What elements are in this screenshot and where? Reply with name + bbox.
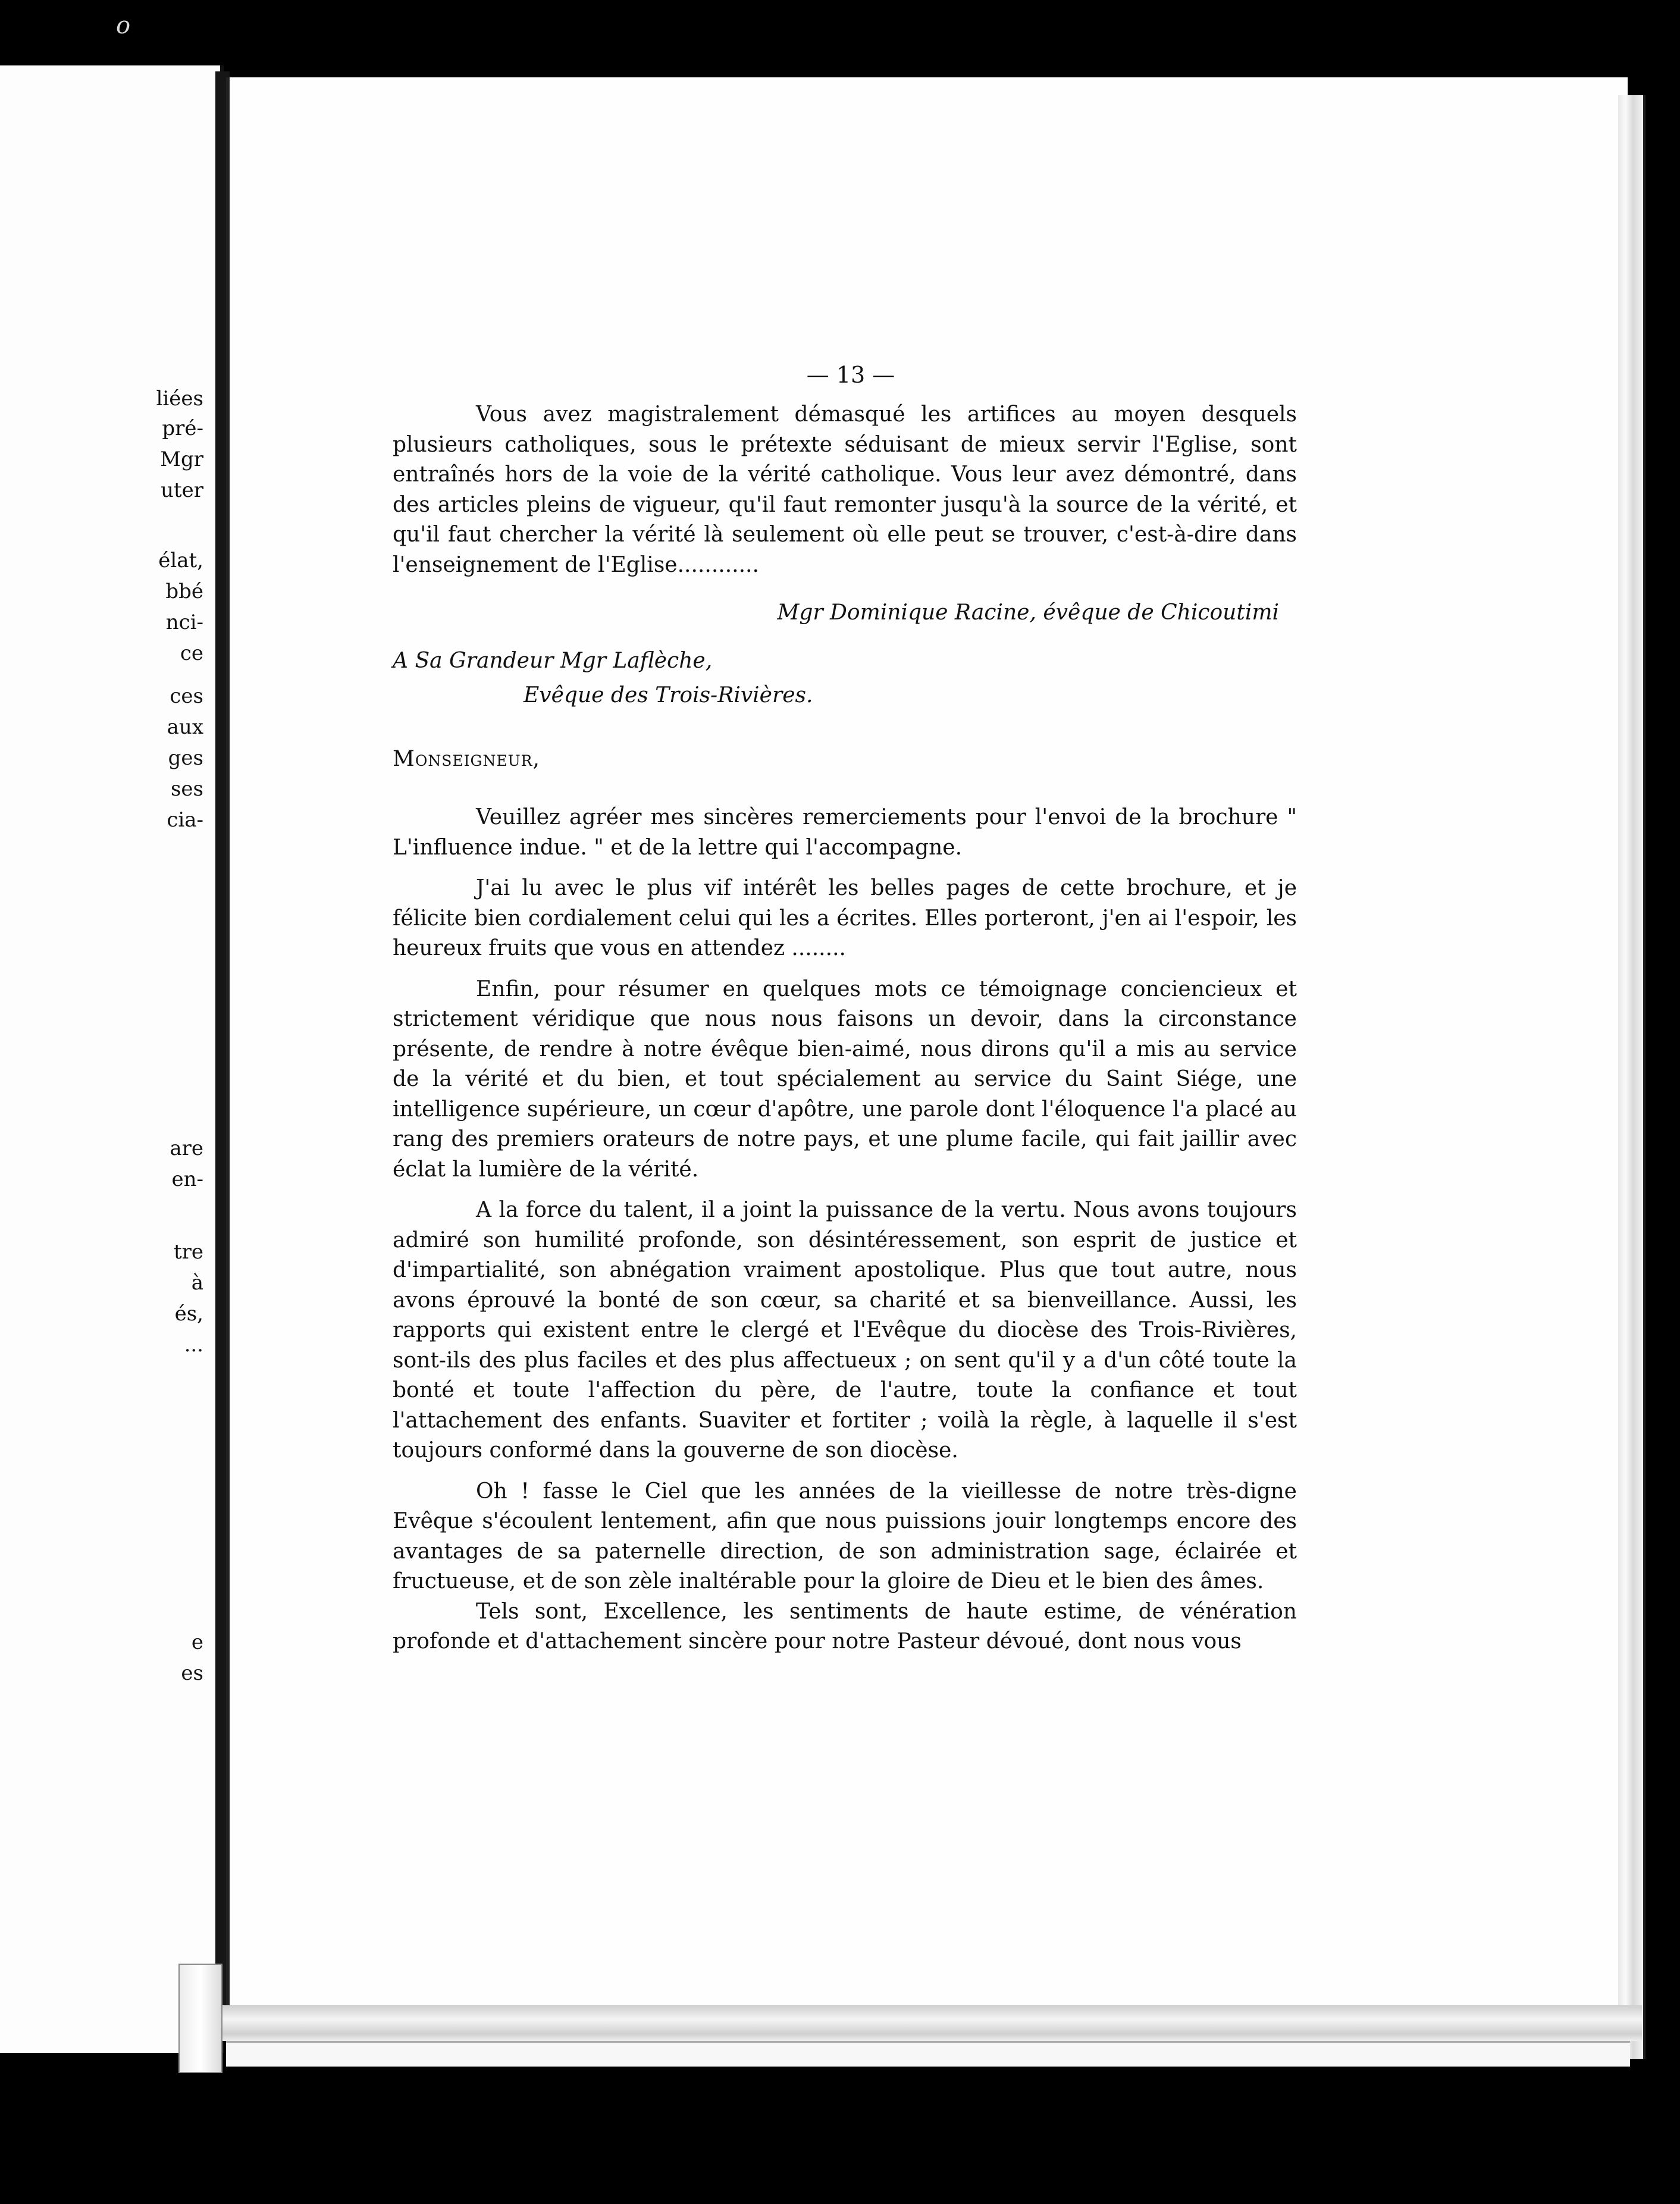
- corner-mark: o: [116, 12, 131, 39]
- letter-salutation: Monseigneur,: [393, 746, 540, 771]
- left-fragment: tre: [173, 1240, 203, 1264]
- left-fragment: es: [181, 1661, 203, 1685]
- page-clip: [178, 1964, 222, 2073]
- page-stack-edge-bottom: [214, 2005, 1642, 2041]
- left-fragment: ...: [184, 1333, 203, 1357]
- letter-address-line: Evêque des Trois-Rivières.: [524, 683, 813, 707]
- letter-address-line: A Sa Grandeur Mgr Laflèche,: [393, 648, 713, 673]
- left-fragment: ce: [180, 641, 203, 665]
- left-fragment: liées: [156, 387, 203, 411]
- left-fragment: és,: [174, 1302, 203, 1326]
- left-fragment: cia-: [167, 808, 203, 832]
- left-fragment: ces: [170, 684, 203, 708]
- left-fragment: pré-: [162, 417, 203, 440]
- paragraph: J'ai lu avec le plus vif intérêt les belles pages de cette brochure, et je félicite bien cordialement celui qui les a écrites. Elles porteront, j'en ai l'espoir, les heureux fruits que vous en attendez ........: [393, 876, 1297, 960]
- paragraph: Vous avez magistralement démasqué les artifices au moyen desquels plusieurs catholiques, sous le prétexte séduisant de mieux servir l'Eglise, sont entraînés hors de la voie de la vérité catholique. Vous leur avez démontré, dans des articles pleins de vigueur, qu'il faut remonter jusqu'à la source de la vérité, et qu'il faut chercher la vérité là seulement où elle peut se trouver, c'est-à-dire dans l'enseignement de l'Eglise............: [393, 402, 1297, 577]
- paragraph: Enfin, pour résumer en quelques mots ce témoignage conciencieux et strictement véridique que nous nous faisons un devoir, dans la circonstance présente, de rendre à notre évêque bien-aimé, nous dirons qu'il a mis au service de la vérité et du bien, et tout spécialement au service du Saint Siége, une intelligence supérieure, un cœur d'apôtre, une parole dont l'éloquence l'a placé au rang des premiers orateurs de notre pays, et une plume facile, qui fait jaillir avec éclat la lumière de la vérité.: [393, 976, 1297, 1182]
- letter-attribution: Mgr Dominique Racine, évêque de Chicoutimi: [777, 600, 1279, 625]
- left-fragment: nci-: [165, 611, 203, 634]
- left-fragment: uter: [161, 478, 203, 502]
- page-number: — 13 —: [806, 362, 895, 388]
- left-facing-page: [0, 65, 224, 2053]
- left-fragment: Mgr: [160, 447, 203, 471]
- paragraph: A la force du talent, il a joint la puissance de la vertu. Nous avons toujours admiré son humilité profonde, son désintéressement, son esprit de justice et d'impartialité, son abnégation vraiment apostolique. Plus que tout autre, nous avons éprouvé la bonté de son cœur, sa charité et sa bienveillance. Aussi, les rapports qui existent entre le clergé et l'Evêque du diocèse des Trois-Rivières, sont-ils des plus faciles et des plus affectueux ; on sent qu'il y a d'un côté toute la bonté et toute l'affection du père, de l'autre, toute la confiance et tout l'attachement des enfants. Suaviter et fortiter ; voilà la règle, à laquelle il s'est toujours conformé dans la gouverne de son diocèse.: [393, 1198, 1297, 1463]
- paragraph: Oh ! fasse le Ciel que les années de la vieillesse de notre très-digne Evêque s'écoulent lentement, afin que nous puissions jouir longtemps encore des avantages de sa paternelle direction, de son administration sage, éclairée et fructueuse, et de son zèle inaltérable pour la gloire de Dieu et le bien des âmes.: [393, 1479, 1297, 1593]
- left-fragment: e: [191, 1630, 203, 1654]
- paragraph: Tels sont, Excellence, les sentiments de haute estime, de vénération profonde et d'attachement sincère pour notre Pasteur dévoué, dont nous vous: [393, 1599, 1297, 1654]
- left-fragment: ses: [170, 777, 203, 801]
- page-text-block: [393, 345, 1297, 1657]
- left-page-text-fragments: [0, 65, 214, 2053]
- paragraph: Veuillez agréer mes sincères remerciements pour l'envoi de la brochure " L'influence indue. " et de la lettre qui l'accompagne.: [393, 805, 1297, 860]
- left-fragment: ges: [168, 746, 203, 770]
- left-fragment: élat,: [158, 549, 203, 572]
- left-fragment: en-: [171, 1167, 203, 1191]
- left-fragment: bbé: [165, 580, 203, 603]
- left-fragment: are: [170, 1137, 203, 1160]
- left-fragment: aux: [167, 715, 203, 739]
- left-fragment: à: [191, 1271, 203, 1295]
- page-stack-edge-right: [1618, 95, 1645, 2059]
- page-stack-edge-bottom-lower: [226, 2041, 1630, 2067]
